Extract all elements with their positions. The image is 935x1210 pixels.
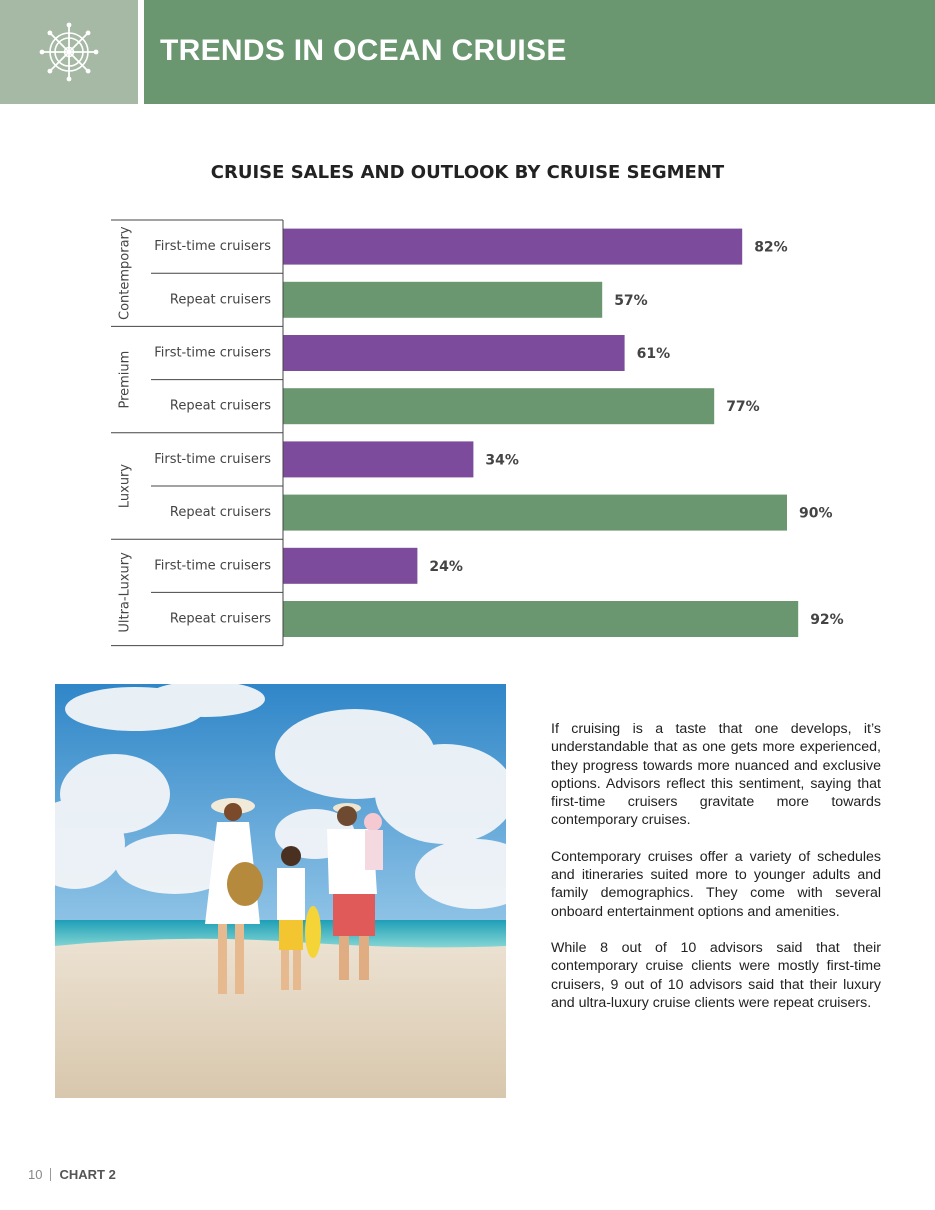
- data-label: 61%: [636, 346, 671, 362]
- bar-chart: [0, 210, 935, 650]
- data-label: 92%: [810, 612, 844, 628]
- bar: [283, 335, 625, 371]
- ship-wheel-icon: [39, 22, 99, 82]
- category-label: First-time cruisers: [154, 239, 271, 255]
- body-text: [551, 720, 881, 1030]
- footer-label: CHART 2: [59, 1167, 116, 1182]
- bar: [283, 282, 602, 318]
- segment-label: Premium: [117, 350, 133, 409]
- category-label: Repeat cruisers: [169, 398, 271, 414]
- page-title: TRENDS IN OCEAN CRUISE: [160, 34, 567, 67]
- data-label: 57%: [614, 292, 648, 309]
- footer-divider: [50, 1168, 51, 1181]
- data-label: 82%: [754, 239, 788, 256]
- page-number: 10: [28, 1167, 43, 1182]
- footer: [28, 1167, 116, 1182]
- category-label: Repeat cruisers: [169, 611, 271, 627]
- segment-label: Contemporary: [117, 226, 133, 320]
- body-paragraph-2: Contemporary cruises offer a variety of schedules and itineraries suited more to younger adults and family demographics. They come with several onboard entertainment options and amenities.: [551, 848, 881, 920]
- data-label: 77%: [726, 399, 760, 416]
- category-label: Repeat cruisers: [169, 505, 271, 521]
- bar: [283, 441, 473, 477]
- segment-label: Ultra-Luxury: [117, 552, 133, 633]
- category-label: Repeat cruisers: [169, 292, 271, 308]
- bar: [283, 388, 714, 424]
- category-label: First-time cruisers: [154, 451, 271, 467]
- body-paragraph-3: While 8 out of 10 advisors said that their contemporary cruise clients were mostly first-time cruisers, 9 out of 10 advisors said that their luxury and ultra-luxury cruise clients were repeat cruisers.: [551, 939, 881, 1011]
- data-label: 34%: [485, 452, 519, 469]
- body-paragraph-1: If cruising is a taste that one develops, it’s understandable that as one gets more experienced, they progress towards more nuanced and exclusive options. Advisors reflect this sentiment, saying that first-time cruisers gravitate more towards contemporary cruises.: [551, 721, 881, 829]
- bar: [283, 601, 798, 637]
- category-label: First-time cruisers: [154, 558, 271, 574]
- beach-family-photo: [55, 684, 506, 1098]
- data-label: 90%: [799, 505, 833, 522]
- bar: [283, 495, 787, 531]
- bar: [283, 548, 417, 584]
- category-label: First-time cruisers: [154, 345, 271, 361]
- bar: [283, 229, 742, 265]
- segment-label: Luxury: [117, 463, 133, 509]
- header-icon-panel: [0, 0, 138, 104]
- chart-title: CRUISE SALES AND OUTLOOK BY CRUISE SEGMENT: [210, 162, 725, 183]
- header-bar: [144, 0, 935, 104]
- data-label: 24%: [429, 558, 463, 575]
